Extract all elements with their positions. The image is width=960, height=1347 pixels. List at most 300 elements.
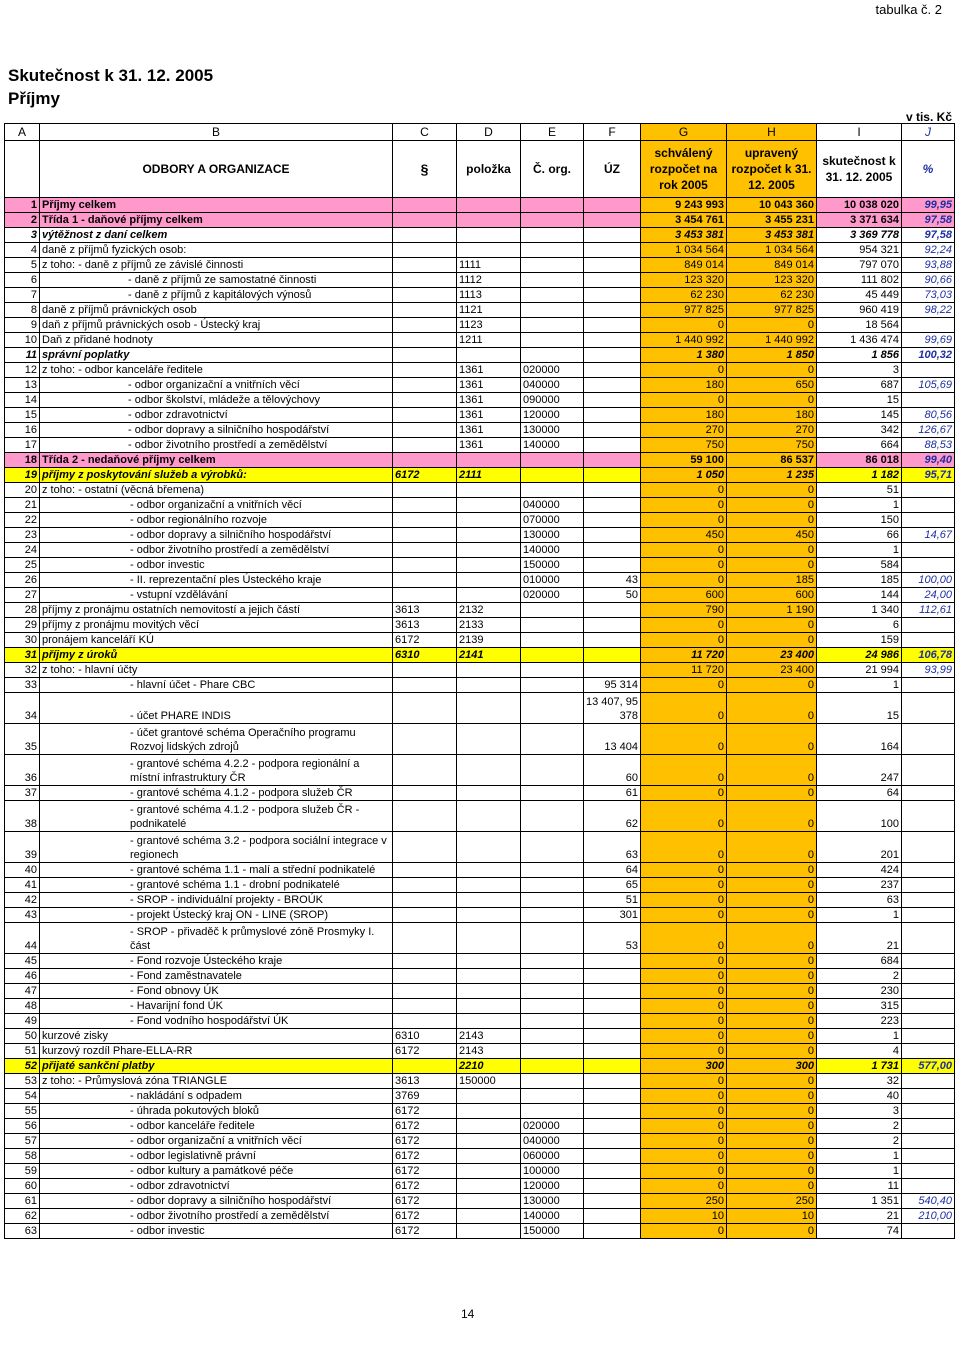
- row-section: [393, 893, 457, 908]
- row-skutecnost: 960 419: [817, 303, 902, 318]
- row-polozka: [457, 878, 521, 893]
- row-corg: 020000: [521, 363, 584, 378]
- row-corg: 040000: [521, 378, 584, 393]
- row-label: - odbor legislativně právní: [40, 1149, 393, 1164]
- row-corg: [521, 832, 584, 863]
- row-polozka: [457, 1209, 521, 1224]
- row-schvaleny: 1 050: [641, 468, 727, 483]
- row-section: 6172: [393, 1224, 457, 1239]
- header-row: [5, 141, 955, 198]
- header-number: [5, 141, 40, 198]
- row-upraveny: 650: [727, 378, 817, 393]
- row-uz: [584, 543, 641, 558]
- row-uz: 13 404: [584, 724, 641, 755]
- row-schvaleny: 0: [641, 513, 727, 528]
- row-skutecnost: 86 018: [817, 453, 902, 468]
- row-polozka: 1121: [457, 303, 521, 318]
- table-row: [5, 588, 955, 603]
- row-uz: [584, 1074, 641, 1089]
- row-skutecnost: 3: [817, 1104, 902, 1119]
- row-number: 11: [5, 348, 40, 363]
- row-section: 6172: [393, 1149, 457, 1164]
- row-pct: [902, 786, 955, 801]
- row-schvaleny: 600: [641, 588, 727, 603]
- row-pct: [902, 558, 955, 573]
- row-skutecnost: 2: [817, 969, 902, 984]
- row-skutecnost: 24 986: [817, 648, 902, 663]
- row-number: 23: [5, 528, 40, 543]
- row-section: [393, 288, 457, 303]
- row-corg: 090000: [521, 393, 584, 408]
- row-polozka: [457, 498, 521, 513]
- row-upraveny: 10: [727, 1209, 817, 1224]
- row-label: - odbor zdravotnictví: [40, 1179, 393, 1194]
- row-skutecnost: 584: [817, 558, 902, 573]
- row-upraveny: 0: [727, 1104, 817, 1119]
- row-skutecnost: 1 731: [817, 1059, 902, 1074]
- row-upraveny: 0: [727, 1029, 817, 1044]
- row-uz: [584, 954, 641, 969]
- row-corg: [521, 878, 584, 893]
- row-section: [393, 923, 457, 954]
- table-row: [5, 1194, 955, 1209]
- row-polozka: [457, 984, 521, 999]
- table-row: [5, 498, 955, 513]
- row-number: 53: [5, 1074, 40, 1089]
- row-corg: [521, 755, 584, 786]
- row-schvaleny: 790: [641, 603, 727, 618]
- row-polozka: [457, 1164, 521, 1179]
- row-schvaleny: 0: [641, 1014, 727, 1029]
- row-polozka: [457, 724, 521, 755]
- row-polozka: [457, 786, 521, 801]
- row-schvaleny: 0: [641, 693, 727, 724]
- row-polozka: [457, 663, 521, 678]
- row-schvaleny: 0: [641, 1074, 727, 1089]
- row-pct: [902, 1029, 955, 1044]
- row-section: [393, 228, 457, 243]
- row-corg: [521, 213, 584, 228]
- row-polozka: [457, 678, 521, 693]
- row-corg: [521, 1044, 584, 1059]
- row-label: z toho: - odbor kanceláře ředitele: [40, 363, 393, 378]
- row-number: 2: [5, 213, 40, 228]
- row-polozka: [457, 1119, 521, 1134]
- row-section: [393, 528, 457, 543]
- table-row: [5, 483, 955, 498]
- row-schvaleny: 450: [641, 528, 727, 543]
- row-number: 33: [5, 678, 40, 693]
- row-schvaleny: 0: [641, 786, 727, 801]
- row-label: přijaté sankční platby: [40, 1059, 393, 1074]
- table-row: [5, 908, 955, 923]
- row-section: 6172: [393, 633, 457, 648]
- row-number: 21: [5, 498, 40, 513]
- row-schvaleny: 0: [641, 1224, 727, 1239]
- row-label: pronájem kanceláří KÚ: [40, 633, 393, 648]
- row-section: 3769: [393, 1089, 457, 1104]
- column-letters-row: [5, 124, 955, 141]
- row-pct: [902, 633, 955, 648]
- row-pct: [902, 1149, 955, 1164]
- row-section: [393, 198, 457, 213]
- row-section: [393, 786, 457, 801]
- row-label: - projekt Ústecký kraj ON - LINE (SROP): [40, 908, 393, 923]
- row-pct: 88,53: [902, 438, 955, 453]
- row-pct: 97,58: [902, 213, 955, 228]
- row-pct: [902, 318, 955, 333]
- row-upraveny: 0: [727, 878, 817, 893]
- row-upraveny: 0: [727, 724, 817, 755]
- row-pct: 106,78: [902, 648, 955, 663]
- row-uz: 64: [584, 863, 641, 878]
- row-label: daně z příjmů fyzických osob:: [40, 243, 393, 258]
- row-uz: [584, 1224, 641, 1239]
- row-skutecnost: 247: [817, 755, 902, 786]
- row-schvaleny: 0: [641, 1119, 727, 1134]
- row-number: 6: [5, 273, 40, 288]
- row-polozka: [457, 1014, 521, 1029]
- page-title: [8, 64, 213, 110]
- row-corg: [521, 303, 584, 318]
- row-upraveny: 0: [727, 498, 817, 513]
- col-letter-b: B: [40, 124, 393, 141]
- row-label: příjmy z poskytování služeb a výrobků:: [40, 468, 393, 483]
- row-label: - odbor regionálního rozvoje: [40, 513, 393, 528]
- row-pct: [902, 984, 955, 999]
- row-schvaleny: 0: [641, 1164, 727, 1179]
- row-polozka: 1112: [457, 273, 521, 288]
- row-schvaleny: 0: [641, 1134, 727, 1149]
- row-upraveny: 0: [727, 1089, 817, 1104]
- row-section: [393, 378, 457, 393]
- row-schvaleny: 0: [641, 678, 727, 693]
- row-schvaleny: 0: [641, 908, 727, 923]
- row-number: 58: [5, 1149, 40, 1164]
- row-number: 62: [5, 1209, 40, 1224]
- row-uz: [584, 663, 641, 678]
- row-label: - vstupní vzdělávání: [40, 588, 393, 603]
- row-upraveny: 1 235: [727, 468, 817, 483]
- table-row: [5, 288, 955, 303]
- row-number: 24: [5, 543, 40, 558]
- row-upraveny: 0: [727, 693, 817, 724]
- row-polozka: 1361: [457, 423, 521, 438]
- row-pct: 100,00: [902, 573, 955, 588]
- row-corg: [521, 228, 584, 243]
- row-pct: 80,56: [902, 408, 955, 423]
- row-uz: [584, 318, 641, 333]
- row-label: Příjmy celkem: [40, 198, 393, 213]
- row-label: - grantové schéma 1.1 - malí a střední podnikatelé: [40, 863, 393, 878]
- row-uz: [584, 348, 641, 363]
- row-number: 1: [5, 198, 40, 213]
- row-skutecnost: 664: [817, 438, 902, 453]
- table-row: [5, 393, 955, 408]
- row-section: 6172: [393, 1134, 457, 1149]
- row-uz: 53: [584, 923, 641, 954]
- row-upraveny: 0: [727, 1164, 817, 1179]
- row-schvaleny: 11 720: [641, 648, 727, 663]
- row-upraveny: 0: [727, 678, 817, 693]
- row-corg: [521, 1014, 584, 1029]
- row-polozka: [457, 999, 521, 1014]
- row-label: kurzové zisky: [40, 1029, 393, 1044]
- row-polozka: [457, 453, 521, 468]
- row-upraveny: 0: [727, 393, 817, 408]
- row-schvaleny: 1 034 564: [641, 243, 727, 258]
- row-corg: 140000: [521, 1209, 584, 1224]
- row-uz: 51: [584, 893, 641, 908]
- row-corg: 010000: [521, 573, 584, 588]
- col-letter-a: A: [5, 124, 40, 141]
- row-corg: [521, 483, 584, 498]
- row-polozka: [457, 1194, 521, 1209]
- row-section: [393, 318, 457, 333]
- row-skutecnost: 64: [817, 786, 902, 801]
- row-corg: [521, 1059, 584, 1074]
- table-row: [5, 303, 955, 318]
- row-number: 10: [5, 333, 40, 348]
- row-upraveny: 0: [727, 1074, 817, 1089]
- row-skutecnost: 4: [817, 1044, 902, 1059]
- row-label: z toho: - daně z příjmů ze závislé činnosti: [40, 258, 393, 273]
- row-label: - nakládání s odpadem: [40, 1089, 393, 1104]
- row-pct: [902, 1164, 955, 1179]
- row-number: 3: [5, 228, 40, 243]
- row-upraveny: 0: [727, 513, 817, 528]
- table-row: [5, 1179, 955, 1194]
- row-skutecnost: 32: [817, 1074, 902, 1089]
- row-number: 28: [5, 603, 40, 618]
- row-number: 52: [5, 1059, 40, 1074]
- row-section: [393, 438, 457, 453]
- row-uz: [584, 1119, 641, 1134]
- row-number: 47: [5, 984, 40, 999]
- row-polozka: [457, 1089, 521, 1104]
- row-skutecnost: 424: [817, 863, 902, 878]
- row-pct: [902, 693, 955, 724]
- row-skutecnost: 45 449: [817, 288, 902, 303]
- row-skutecnost: 18 564: [817, 318, 902, 333]
- row-polozka: [457, 513, 521, 528]
- row-skutecnost: 21: [817, 923, 902, 954]
- row-pct: 540,40: [902, 1194, 955, 1209]
- row-polozka: [457, 863, 521, 878]
- row-number: 12: [5, 363, 40, 378]
- row-upraveny: 0: [727, 1149, 817, 1164]
- row-schvaleny: 0: [641, 1089, 727, 1104]
- table-row: [5, 633, 955, 648]
- row-label: - Havarijní fond ÚK: [40, 999, 393, 1014]
- row-label: - odbor investic: [40, 558, 393, 573]
- title-line-2: Příjmy: [8, 89, 60, 108]
- row-upraveny: 0: [727, 1134, 817, 1149]
- table-row: [5, 954, 955, 969]
- row-section: [393, 969, 457, 984]
- row-number: 31: [5, 648, 40, 663]
- row-polozka: [457, 755, 521, 786]
- row-pct: 98,22: [902, 303, 955, 318]
- income-table: [4, 123, 955, 1239]
- row-label: - daně z příjmů z kapitálových výnosů: [40, 288, 393, 303]
- row-number: 14: [5, 393, 40, 408]
- row-schvaleny: 0: [641, 393, 727, 408]
- row-polozka: [457, 1134, 521, 1149]
- row-skutecnost: 111 802: [817, 273, 902, 288]
- table-row: [5, 693, 955, 724]
- row-schvaleny: 0: [641, 755, 727, 786]
- row-label: - odbor zdravotnictví: [40, 408, 393, 423]
- row-number: 49: [5, 1014, 40, 1029]
- row-pct: 99,95: [902, 198, 955, 213]
- row-section: [393, 483, 457, 498]
- header-odbory: ODBORY A ORGANIZACE: [40, 141, 393, 198]
- row-corg: 020000: [521, 588, 584, 603]
- row-schvaleny: 0: [641, 801, 727, 832]
- row-section: 6172: [393, 1164, 457, 1179]
- row-polozka: 2132: [457, 603, 521, 618]
- row-section: [393, 498, 457, 513]
- table-row: [5, 408, 955, 423]
- row-corg: [521, 984, 584, 999]
- row-number: 42: [5, 893, 40, 908]
- row-schvaleny: 3 453 381: [641, 228, 727, 243]
- row-polozka: [457, 213, 521, 228]
- row-polozka: 2143: [457, 1029, 521, 1044]
- row-upraveny: 86 537: [727, 453, 817, 468]
- page-number: 14: [461, 1307, 475, 1321]
- row-pct: [902, 832, 955, 863]
- row-uz: 95 314: [584, 678, 641, 693]
- row-upraveny: 0: [727, 363, 817, 378]
- row-section: [393, 393, 457, 408]
- row-label: - grantové schéma 4.1.2 - podpora služeb ČR: [40, 786, 393, 801]
- row-skutecnost: 684: [817, 954, 902, 969]
- row-corg: [521, 633, 584, 648]
- row-number: 9: [5, 318, 40, 333]
- row-skutecnost: 150: [817, 513, 902, 528]
- row-number: 59: [5, 1164, 40, 1179]
- table-row: [5, 213, 955, 228]
- row-label: - Fond obnovy ÚK: [40, 984, 393, 999]
- row-skutecnost: 11: [817, 1179, 902, 1194]
- row-pct: [902, 513, 955, 528]
- row-corg: 040000: [521, 1134, 584, 1149]
- row-polozka: [457, 528, 521, 543]
- row-pct: 97,58: [902, 228, 955, 243]
- row-section: [393, 832, 457, 863]
- row-number: 13: [5, 378, 40, 393]
- row-label: - daně z příjmů ze samostatné činnosti: [40, 273, 393, 288]
- row-schvaleny: 849 014: [641, 258, 727, 273]
- row-polozka: [457, 228, 521, 243]
- row-corg: [521, 333, 584, 348]
- row-number: 4: [5, 243, 40, 258]
- row-number: 5: [5, 258, 40, 273]
- row-upraveny: 0: [727, 483, 817, 498]
- row-corg: [521, 786, 584, 801]
- row-pct: [902, 543, 955, 558]
- row-uz: [584, 483, 641, 498]
- row-pct: [902, 893, 955, 908]
- row-corg: [521, 678, 584, 693]
- row-section: [393, 908, 457, 923]
- row-schvaleny: 0: [641, 558, 727, 573]
- row-skutecnost: 10 038 020: [817, 198, 902, 213]
- header-uz: ÚZ: [584, 141, 641, 198]
- row-pct: [902, 801, 955, 832]
- row-corg: 100000: [521, 1164, 584, 1179]
- row-skutecnost: 1: [817, 908, 902, 923]
- row-upraveny: 180: [727, 408, 817, 423]
- row-upraveny: 977 825: [727, 303, 817, 318]
- row-skutecnost: 797 070: [817, 258, 902, 273]
- row-polozka: 2139: [457, 633, 521, 648]
- row-pct: [902, 618, 955, 633]
- row-skutecnost: 1: [817, 498, 902, 513]
- row-section: [393, 588, 457, 603]
- row-section: [393, 801, 457, 832]
- row-skutecnost: 1: [817, 1029, 902, 1044]
- row-pct: [902, 863, 955, 878]
- table-row: [5, 724, 955, 755]
- row-number: 40: [5, 863, 40, 878]
- row-uz: [584, 363, 641, 378]
- row-upraveny: 0: [727, 786, 817, 801]
- row-label: - grantové schéma 4.2.2 - podpora regionální a místní infrastruktury ČR: [40, 755, 393, 786]
- row-corg: [521, 663, 584, 678]
- table-row: [5, 863, 955, 878]
- row-corg: 150000: [521, 1224, 584, 1239]
- row-number: 35: [5, 724, 40, 755]
- row-uz: 60: [584, 755, 641, 786]
- table-row: [5, 923, 955, 954]
- row-uz: 62: [584, 801, 641, 832]
- row-corg: 140000: [521, 438, 584, 453]
- row-upraveny: 750: [727, 438, 817, 453]
- row-corg: [521, 908, 584, 923]
- row-schvaleny: 9 243 993: [641, 198, 727, 213]
- row-uz: 301: [584, 908, 641, 923]
- row-upraveny: 0: [727, 801, 817, 832]
- table-row: [5, 1119, 955, 1134]
- row-number: 26: [5, 573, 40, 588]
- row-pct: [902, 999, 955, 1014]
- row-upraveny: 185: [727, 573, 817, 588]
- row-polozka: [457, 243, 521, 258]
- row-section: [393, 453, 457, 468]
- row-upraveny: 0: [727, 618, 817, 633]
- row-label: daně z příjmů právnických osob: [40, 303, 393, 318]
- row-upraveny: 10 043 360: [727, 198, 817, 213]
- row-label: - účet grantové schéma Operačního programu Rozvoj lidských zdrojů: [40, 724, 393, 755]
- row-label: daň z příjmů právnických osob - Ústecký kraj: [40, 318, 393, 333]
- row-corg: [521, 954, 584, 969]
- header-schvaleny: schválený rozpočet na rok 2005: [641, 141, 727, 198]
- row-skutecnost: 1 340: [817, 603, 902, 618]
- row-polozka: [457, 908, 521, 923]
- table-number-label: tabulka č. 2: [875, 2, 942, 17]
- row-corg: [521, 1029, 584, 1044]
- row-label: Třída 1 - daňové příjmy celkem: [40, 213, 393, 228]
- row-polozka: [457, 1149, 521, 1164]
- row-pct: 73,03: [902, 288, 955, 303]
- col-letter-e: E: [521, 124, 584, 141]
- row-label: - II. reprezentační ples Ústeckého kraje: [40, 573, 393, 588]
- row-polozka: [457, 588, 521, 603]
- row-section: [393, 954, 457, 969]
